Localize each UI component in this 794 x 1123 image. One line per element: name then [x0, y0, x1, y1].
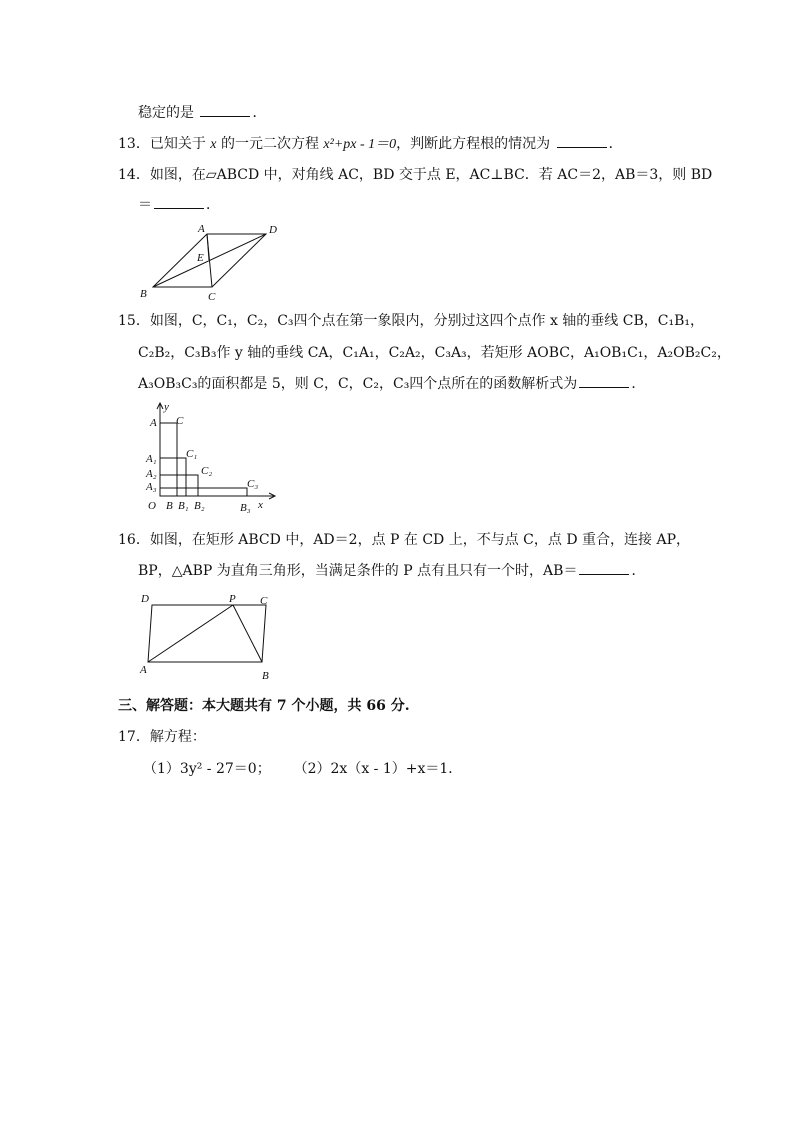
rectangle-abcd	[148, 605, 266, 662]
label-c3: C₃	[247, 478, 259, 490]
answer-blank	[154, 196, 204, 209]
label-a: A	[150, 417, 157, 429]
section-3-heading: 三、解答题：本大题共有 7 个小题，共 66 分.	[118, 698, 410, 714]
rectangles-axes-figure	[140, 400, 285, 517]
label-c: C	[260, 595, 268, 607]
question-15-line3: A₃OB₃C₃的面积都是 5，则 C，C，C₂，C₃四个点所在的函数解析式为 ．	[138, 376, 646, 392]
label-c1: C₁	[186, 448, 198, 460]
label-e: E	[197, 252, 204, 264]
answer-blank	[579, 375, 629, 388]
question-17: 17．解方程：	[118, 729, 206, 745]
label-d: D	[141, 593, 149, 605]
label-a3: A₃	[146, 481, 157, 493]
question-16-line2: BP，△ABP 为直角三角形，当满足条件的 P 点有且只有一个时，AB＝ ．	[138, 563, 646, 579]
answer-blank	[557, 135, 607, 148]
label-x: x	[258, 499, 263, 511]
label-a: A	[198, 223, 205, 235]
rect-a2ob2c2	[160, 475, 198, 496]
label-y: y	[164, 401, 169, 413]
segment-ap	[148, 605, 233, 662]
label-b: B	[140, 288, 147, 300]
label-b: B	[166, 500, 173, 512]
q12-tail: 稳定的是 ．	[138, 105, 267, 121]
label-c: C	[208, 291, 216, 303]
answer-blank	[579, 562, 629, 575]
label-b2: B₂	[194, 500, 205, 512]
label-c2: C₂	[201, 465, 213, 477]
label-b1: B₁	[178, 500, 189, 512]
question-13: 13．已知关于 x 的一元二次方程 x²+px - 1＝0，判断此方程根的情况为 ．	[118, 136, 623, 152]
q17-part-1: （1）3y² - 27＝0；	[143, 761, 271, 777]
rect-a1ob1c1	[160, 458, 186, 496]
diagonal-bd	[153, 234, 266, 287]
label-a1: A₁	[146, 453, 157, 465]
question-14-line2: ＝ ．	[138, 197, 220, 213]
question-17-parts	[143, 759, 462, 779]
label-b: B	[262, 670, 269, 682]
rect-a3ob3c3	[160, 488, 247, 496]
label-o: O	[148, 500, 156, 512]
answer-blank	[200, 104, 250, 117]
question-15: 15．如图，C，C₁，C₂，C₃四个点在第一象限内，分别过这四个点作 x 轴的垂线 CB，C₁B₁，	[118, 313, 704, 329]
segment-bp	[233, 605, 262, 662]
label-c: C	[176, 415, 184, 427]
parallelogram-figure	[138, 220, 288, 304]
label-p: P	[229, 593, 236, 605]
question-15-line2: C₂B₂，C₃B₃作 y 轴的垂线 CA，C₁A₁，C₂A₂，C₃A₃，若矩形 AOBC，A₁OB₁C₁，A₂OB₂C₂，	[138, 345, 731, 361]
label-d: D	[269, 224, 277, 236]
label-b3: B₃	[240, 502, 251, 514]
question-14: 14．如图，在▱ABCD 中，对角线 AC，BD 交于点 E，AC⊥BC．若 AC＝2，AB＝3，则 BD	[118, 167, 713, 183]
rectangle-abcd-figure	[138, 588, 278, 683]
label-a2: A₂	[146, 468, 157, 480]
rect-aobc	[160, 423, 177, 496]
question-16: 16．如图，在矩形 ABCD 中，AD＝2，点 P 在 CD 上，不与点 C，点 D 重合，连接 AP，	[118, 532, 690, 548]
q17-part-2: （2）2x（x - 1）+x＝1．	[293, 761, 463, 777]
label-a: A	[140, 664, 147, 676]
